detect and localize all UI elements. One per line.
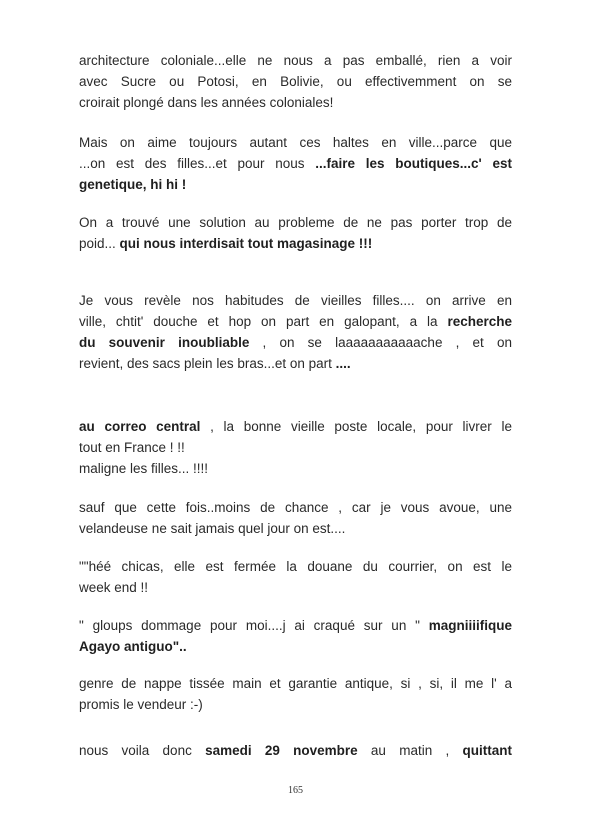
text-line (79, 233, 512, 254)
text-run: week end !! (79, 580, 149, 595)
text-run: avec Sucre ou Potosi, en Bolivie, ou effectivemment on se (79, 74, 512, 89)
bold-text: au correo central (79, 419, 201, 434)
bold-text: quittant (462, 743, 512, 758)
text-line (79, 311, 512, 332)
page-number: 165 (288, 785, 303, 796)
text-line (79, 518, 512, 539)
text-line (79, 71, 512, 92)
text-run: promis le vendeur :-) (79, 697, 203, 712)
text-line (79, 740, 512, 761)
text-run: architecture coloniale...elle ne nous a pas emballé, rien a voir (79, 53, 512, 68)
text-run: sauf que cette fois..moins de chance , car je vous avoue, une (79, 500, 512, 515)
paragraph (79, 556, 512, 598)
text-run: , la bonne vieille poste locale, pour livrer le (200, 419, 512, 434)
bold-text: du souvenir inoubliable (79, 335, 250, 350)
paragraph (79, 132, 512, 195)
text-line (79, 290, 512, 311)
text-run: poid... (79, 236, 120, 251)
text-run: maligne les filles... !!!! (79, 461, 209, 476)
text-run: On a trouvé une solution au probleme de ne pas porter trop de (79, 215, 512, 230)
text-run: nous voila donc (79, 743, 206, 758)
bold-text: ...faire les boutiques...c' est (315, 156, 513, 171)
bold-text: .... (335, 356, 351, 371)
text-line (79, 694, 512, 715)
text-line (79, 132, 512, 153)
text-run: velandeuse ne sait jamais quel jour on est.... (79, 521, 346, 536)
paragraph (79, 212, 512, 254)
text-line (79, 556, 512, 577)
text-run: au matin , (357, 743, 463, 758)
text-line (79, 153, 512, 174)
paragraph (79, 50, 512, 113)
text-line (79, 50, 512, 71)
bold-text: samedi 29 novembre (205, 743, 358, 758)
bold-text: Agayo antiguo".. (79, 639, 187, 654)
text-run: revient, des sacs plein les bras...et on part (79, 356, 336, 371)
text-run: , on se laaaaaaaaaaache , et on (249, 335, 512, 350)
text-line (79, 636, 512, 657)
text-run: ...on est des filles...et pour nous (79, 156, 316, 171)
text-run: genre de nappe tissée main et garantie antique, si , si, il me l' a (79, 676, 512, 691)
text-run: croirait plongé dans les années coloniales! (79, 95, 334, 110)
text-line (79, 577, 512, 598)
paragraph (79, 416, 512, 479)
text-run: ""héé chicas, elle est fermée la douane du courrier, on est le (79, 559, 512, 574)
bold-text: magniiiifique (428, 618, 512, 633)
text-line (79, 353, 512, 374)
text-run: Je vous revèle nos habitudes de vieilles filles.... on arrive en (79, 293, 512, 308)
paragraph (79, 290, 512, 374)
bold-text: genetique, hi hi ! (79, 177, 187, 192)
text-line (79, 174, 512, 195)
text-line (79, 332, 512, 353)
text-line (79, 458, 512, 479)
text-line (79, 497, 512, 518)
text-line (79, 212, 512, 233)
text-run: ville, chtit' douche et hop on part en galopant, a la (79, 314, 448, 329)
text-line (79, 615, 512, 636)
paragraph (79, 673, 512, 715)
text-line (79, 437, 512, 458)
bold-text: qui nous interdisait tout magasinage !!! (119, 236, 373, 251)
text-line (79, 673, 512, 694)
text-run: Mais on aime toujours autant ces haltes en ville...parce que (79, 135, 512, 150)
bold-text: recherche (447, 314, 512, 329)
paragraph (79, 615, 512, 657)
paragraph (79, 740, 512, 761)
text-run: " gloups dommage pour moi....j ai craqué sur un " (79, 618, 429, 633)
text-line (79, 416, 512, 437)
text-run: tout en France ! !! (79, 440, 185, 455)
paragraph (79, 497, 512, 539)
text-line (79, 92, 512, 113)
